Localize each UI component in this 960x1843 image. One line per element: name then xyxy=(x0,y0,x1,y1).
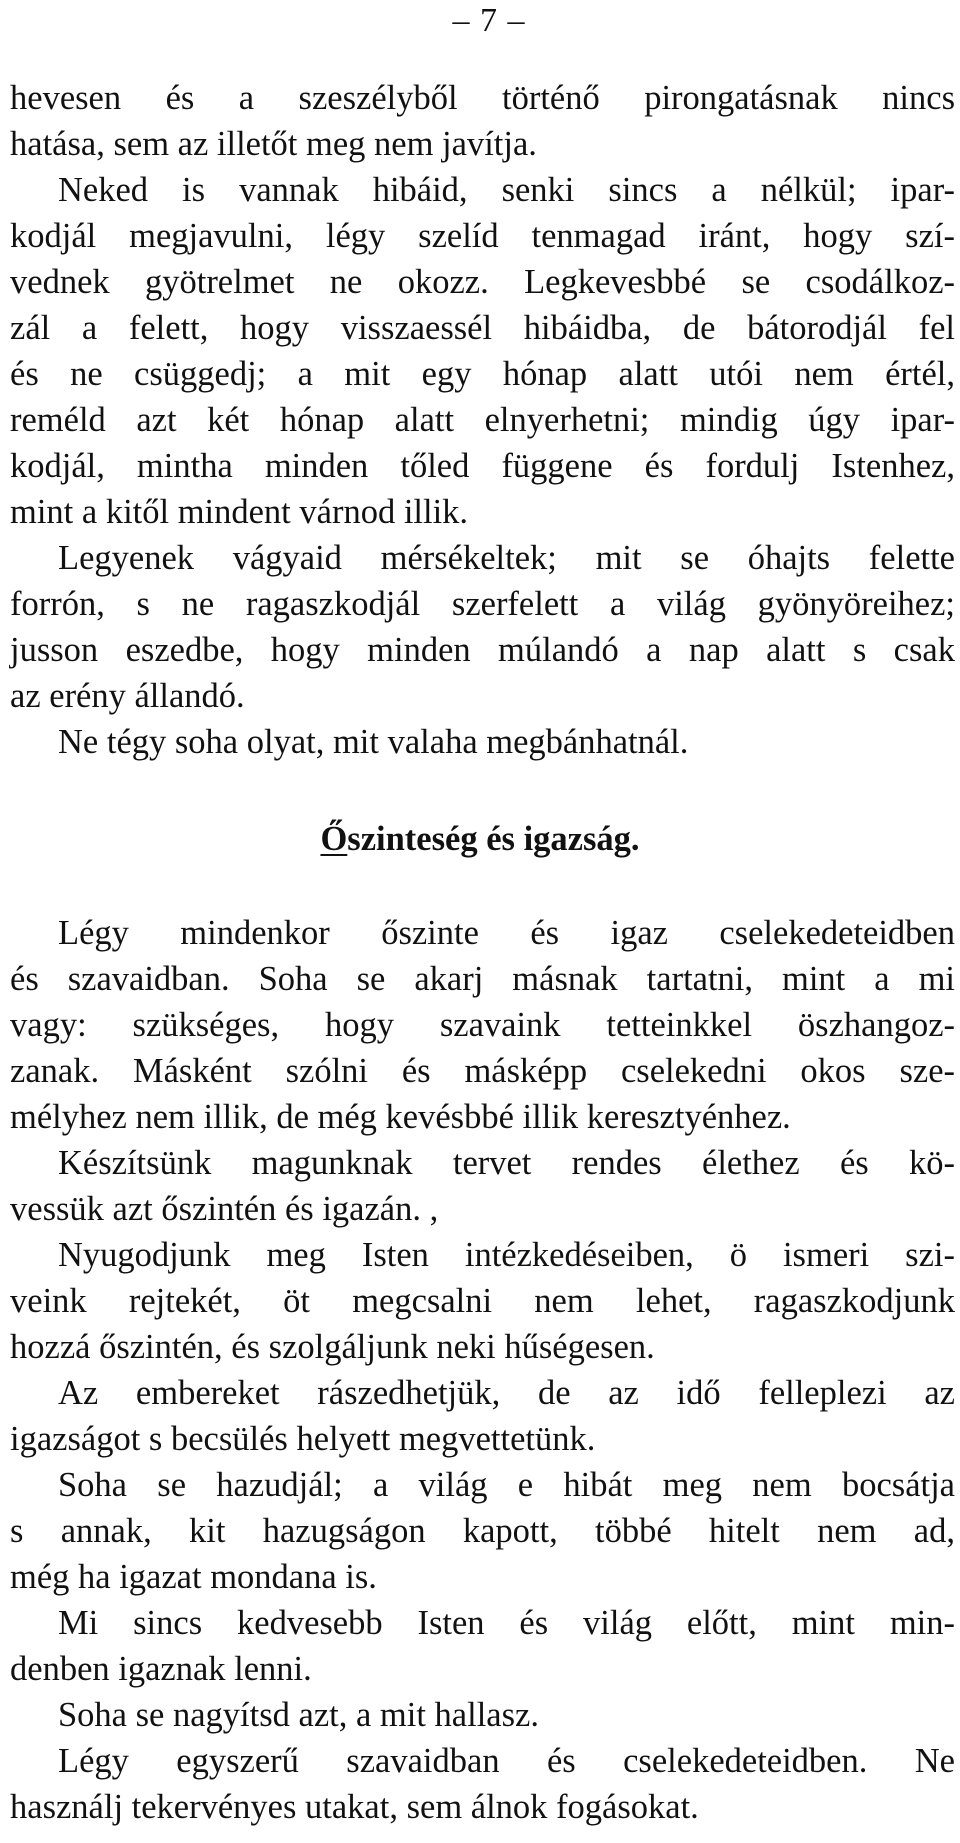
text-line: és szavaidban. Soha se akarj másnak tartatni, mint a mi xyxy=(10,960,955,998)
text-line: forrón, s ne ragaszkodjál szerfelett a világ gyönyöreihez; xyxy=(10,585,955,623)
text-line: az erény állandó. xyxy=(10,677,245,715)
text-line: veink rejtekét, öt megcsalni nem lehet, ragaszkodjunk xyxy=(10,1282,955,1320)
text-line: s annak, kit hazugságon kapott, többé hitelt nem ad, xyxy=(10,1512,955,1550)
text-line: denben igaznak lenni. xyxy=(10,1650,312,1688)
text-line: vednek gyötrelmet ne okozz. Legkevesbbé se csodálkoz- xyxy=(10,263,955,301)
text-line: zál a felett, hogy visszaessél hibáidba, de bátorodjál fel xyxy=(10,309,955,347)
text-line: kodjál megjavulni, légy szelíd tenmagad iránt, hogy szí- xyxy=(10,217,955,255)
text-line: reméld azt két hónap alatt elnyerhetni; mindig úgy ipar- xyxy=(10,401,955,439)
text-line: Soha se hazudjál; a világ e hibát meg nem bocsátja xyxy=(58,1466,955,1504)
text-line: vagy: szükséges, hogy szavaink tetteinkkel öszhangoz- xyxy=(10,1006,955,1044)
heading-text: szinteség és igazság. xyxy=(347,820,640,858)
text-line: Az embereket rászedhetjük, de az idő felleplezi az xyxy=(58,1374,955,1412)
text-line: még ha igazat mondana is. xyxy=(10,1558,377,1596)
section-heading xyxy=(0,816,960,862)
text-line: Légy mindenkor őszinte és igaz cselekedeteidben xyxy=(58,914,955,952)
text-line: vessük azt őszintén és igazán. , xyxy=(10,1190,439,1228)
text-line: használj tekervényes utakat, sem álnok fogásokat. xyxy=(10,1788,699,1826)
text-line: Mi sincs kedvesebb Isten és világ előtt, mint min- xyxy=(58,1604,955,1642)
text-line: Légy egyszerű szavaidban és cselekedeteidben. Ne xyxy=(58,1742,955,1780)
text-line: mélyhez nem illik, de még kevésbbé illik keresztyénhez. xyxy=(10,1098,791,1136)
page-number: – 7 – xyxy=(452,2,526,39)
text-line: Neked is vannak hibáid, senki sincs a nélkül; ipar- xyxy=(58,171,955,209)
text-line: hatása, sem az illetőt meg nem javítja. xyxy=(10,125,537,163)
text-line: hevesen és a szeszélyből történő pirongatásnak nincs xyxy=(10,79,955,117)
text-line: Soha se nagyítsd azt, a mit hallasz. xyxy=(58,1696,539,1734)
text-line: zanak. Másként szólni és másképp cselekedni okos sze- xyxy=(10,1052,955,1090)
text-line: Ne tégy soha olyat, mit valaha megbánhatnál. xyxy=(58,723,689,761)
text-line: Nyugodjunk meg Isten intézkedéseiben, ö ismeri szi- xyxy=(58,1236,955,1274)
text-line: igazságot s becsülés helyett megvettetünk. xyxy=(10,1420,596,1458)
text-line: és ne csüggedj; a mit egy hónap alatt utói nem értél, xyxy=(10,355,955,393)
text-line: mint a kitől mindent várnod illik. xyxy=(10,493,469,531)
text-line: Legyenek vágyaid mérsékeltek; mit se óhajts felette xyxy=(58,539,955,577)
text-line: kodjál, mintha minden tőled függene és fordulj Istenhez, xyxy=(10,447,955,485)
text-line: jusson eszedbe, hogy minden múlandó a nap alatt s csak xyxy=(10,631,955,669)
heading-initial: Ő xyxy=(320,820,348,858)
text-line: Készítsünk magunknak tervet rendes élethez és kö- xyxy=(58,1144,955,1182)
text-line: hozzá őszintén, és szolgáljunk neki hűségesen. xyxy=(10,1328,655,1366)
